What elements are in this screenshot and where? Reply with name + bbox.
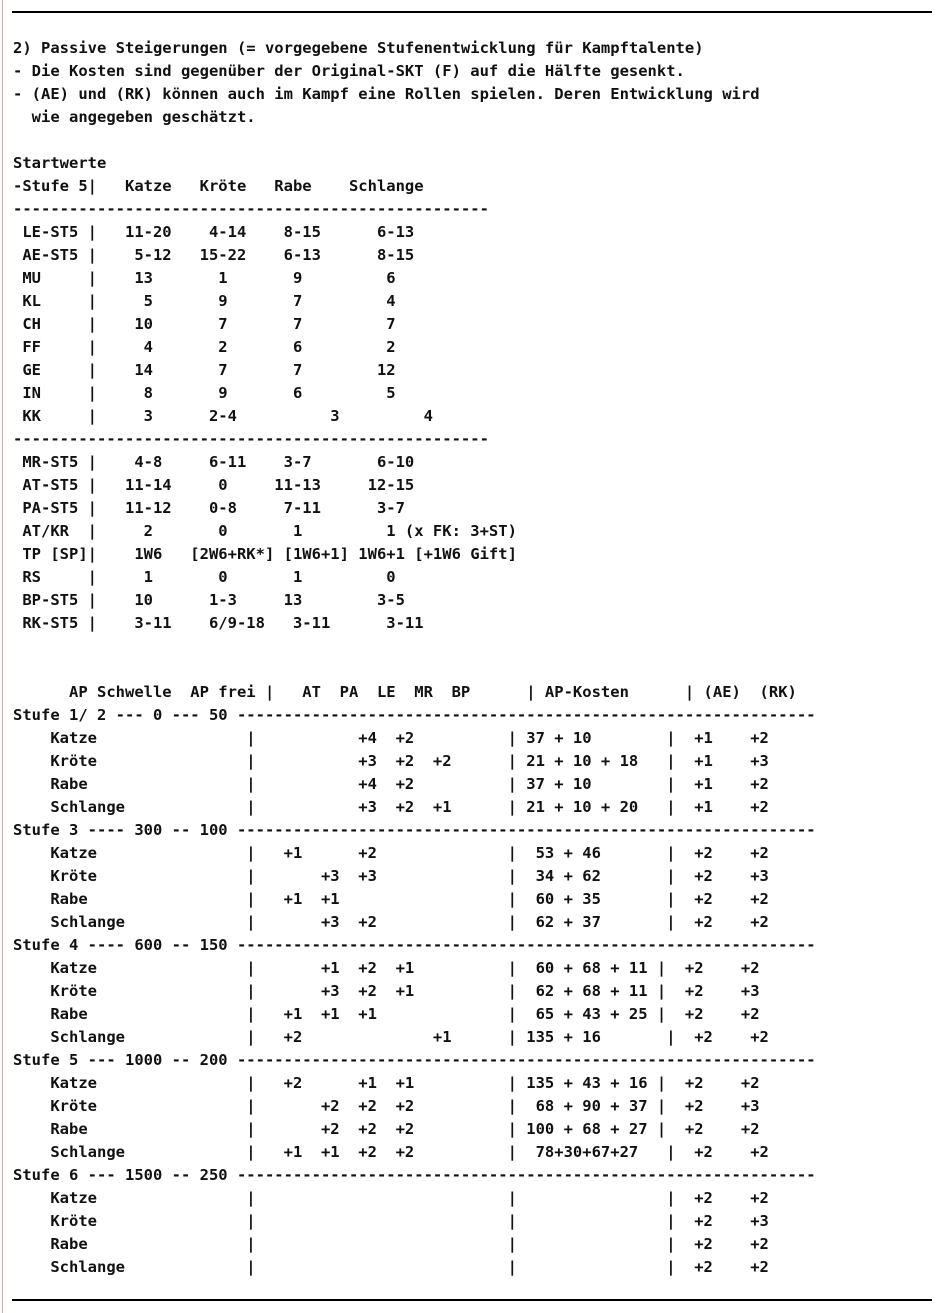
text-line: Rabe | | | +2 +2 [13, 1235, 769, 1253]
text-line: RK-ST5 | 3-11 6/9-18 3-11 3-11 [13, 614, 424, 632]
text-line: Schlange | +2 +1 | 135 + 16 | +2 +2 [13, 1028, 769, 1046]
text-line [13, 658, 816, 681]
text-line: FF | 4 2 6 2 [13, 338, 396, 356]
text-line: wie angegeben geschätzt. [13, 108, 256, 126]
text-line [13, 129, 816, 152]
text-line: - (AE) und (RK) können auch im Kampf eine Rollen spielen. Deren Entwicklung wird [13, 85, 760, 103]
text-line: Startwerte [13, 154, 107, 172]
page-margin-line [2, 0, 3, 1313]
text-line: Katze | +2 +1 +1 | 135 + 43 + 16 | +2 +2 [13, 1074, 760, 1092]
text-line: Stufe 3 ---- 300 -- 100 -------------------------------------------------------------- [13, 821, 816, 839]
text-line: Kröte | +3 +3 | 34 + 62 | +2 +3 [13, 867, 769, 885]
text-line: Rabe | +4 +2 | 37 + 10 | +1 +2 [13, 775, 769, 793]
bottom-divider [12, 1299, 932, 1301]
text-line: GE | 14 7 7 12 [13, 361, 396, 379]
text-line: Schlange | +3 +2 +1 | 21 + 10 + 20 | +1 +2 [13, 798, 769, 816]
document-text [13, 37, 816, 1279]
text-line: KL | 5 9 7 4 [13, 292, 396, 310]
text-line: Rabe | +1 +1 +1 | 65 + 43 + 25 | +2 +2 [13, 1005, 760, 1023]
text-line: KK | 3 2-4 3 4 [13, 407, 433, 425]
text-line: LE-ST5 | 11-20 4-14 8-15 6-13 [13, 223, 415, 241]
text-line: AP Schwelle AP frei | AT PA LE MR BP | AP-Kosten | (AE) (RK) [13, 683, 797, 701]
text-line: BP-ST5 | 10 1-3 13 3-5 [13, 591, 405, 609]
text-line: CH | 10 7 7 7 [13, 315, 396, 333]
text-line: Kröte | +2 +2 +2 | 68 + 90 + 37 | +2 +3 [13, 1097, 760, 1115]
text-line: IN | 8 9 6 5 [13, 384, 396, 402]
text-line: TP [SP]| 1W6 [2W6+RK*] [1W6+1] 1W6+1 [+1W6 Gift] [13, 545, 517, 563]
text-line: Kröte | +3 +2 +2 | 21 + 10 + 18 | +1 +3 [13, 752, 769, 770]
text-line: Rabe | +2 +2 +2 | 100 + 68 + 27 | +2 +2 [13, 1120, 760, 1138]
text-line: -Stufe 5| Katze Kröte Rabe Schlange [13, 177, 424, 195]
text-line: Schlange | | | +2 +2 [13, 1258, 769, 1276]
text-line: RS | 1 0 1 0 [13, 568, 396, 586]
text-line: 2) Passive Steigerungen (= vorgegebene Stufenentwicklung für Kampftalente) [13, 39, 704, 57]
text-line: AE-ST5 | 5-12 15-22 6-13 8-15 [13, 246, 415, 264]
text-line: Katze | +1 +2 +1 | 60 + 68 + 11 | +2 +2 [13, 959, 760, 977]
text-line: --------------------------------------------------- [13, 200, 489, 218]
text-line: Rabe | +1 +1 | 60 + 35 | +2 +2 [13, 890, 769, 908]
text-line: Schlange | +1 +1 +2 +2 | 78+30+67+27 | +2 +2 [13, 1143, 769, 1161]
text-line: Katze | +1 +2 | 53 + 46 | +2 +2 [13, 844, 769, 862]
text-line: MU | 13 1 9 6 [13, 269, 396, 287]
text-line: Katze | +4 +2 | 37 + 10 | +1 +2 [13, 729, 769, 747]
text-line: Kröte | +3 +2 +1 | 62 + 68 + 11 | +2 +3 [13, 982, 760, 1000]
text-line: PA-ST5 | 11-12 0-8 7-11 3-7 [13, 499, 405, 517]
text-line: Kröte | | | +2 +3 [13, 1212, 769, 1230]
text-line: AT/KR | 2 0 1 1 (x FK: 3+ST) [13, 522, 517, 540]
text-line: Katze | | | +2 +2 [13, 1189, 769, 1207]
text-line: --------------------------------------------------- [13, 430, 489, 448]
text-line: Stufe 4 ---- 600 -- 150 -------------------------------------------------------------- [13, 936, 816, 954]
text-line [13, 635, 816, 658]
text-line: Stufe 5 --- 1000 -- 200 -------------------------------------------------------------- [13, 1051, 816, 1069]
text-line: - Die Kosten sind gegenüber der Original-SKT (F) auf die Hälfte gesenkt. [13, 62, 685, 80]
text-line: Schlange | +3 +2 | 62 + 37 | +2 +2 [13, 913, 769, 931]
text-line: Stufe 6 --- 1500 -- 250 -------------------------------------------------------------- [13, 1166, 816, 1184]
top-divider [12, 11, 932, 13]
text-line: MR-ST5 | 4-8 6-11 3-7 6-10 [13, 453, 415, 471]
text-line: Stufe 1/ 2 --- 0 --- 50 -------------------------------------------------------------- [13, 706, 816, 724]
text-line: AT-ST5 | 11-14 0 11-13 12-15 [13, 476, 415, 494]
